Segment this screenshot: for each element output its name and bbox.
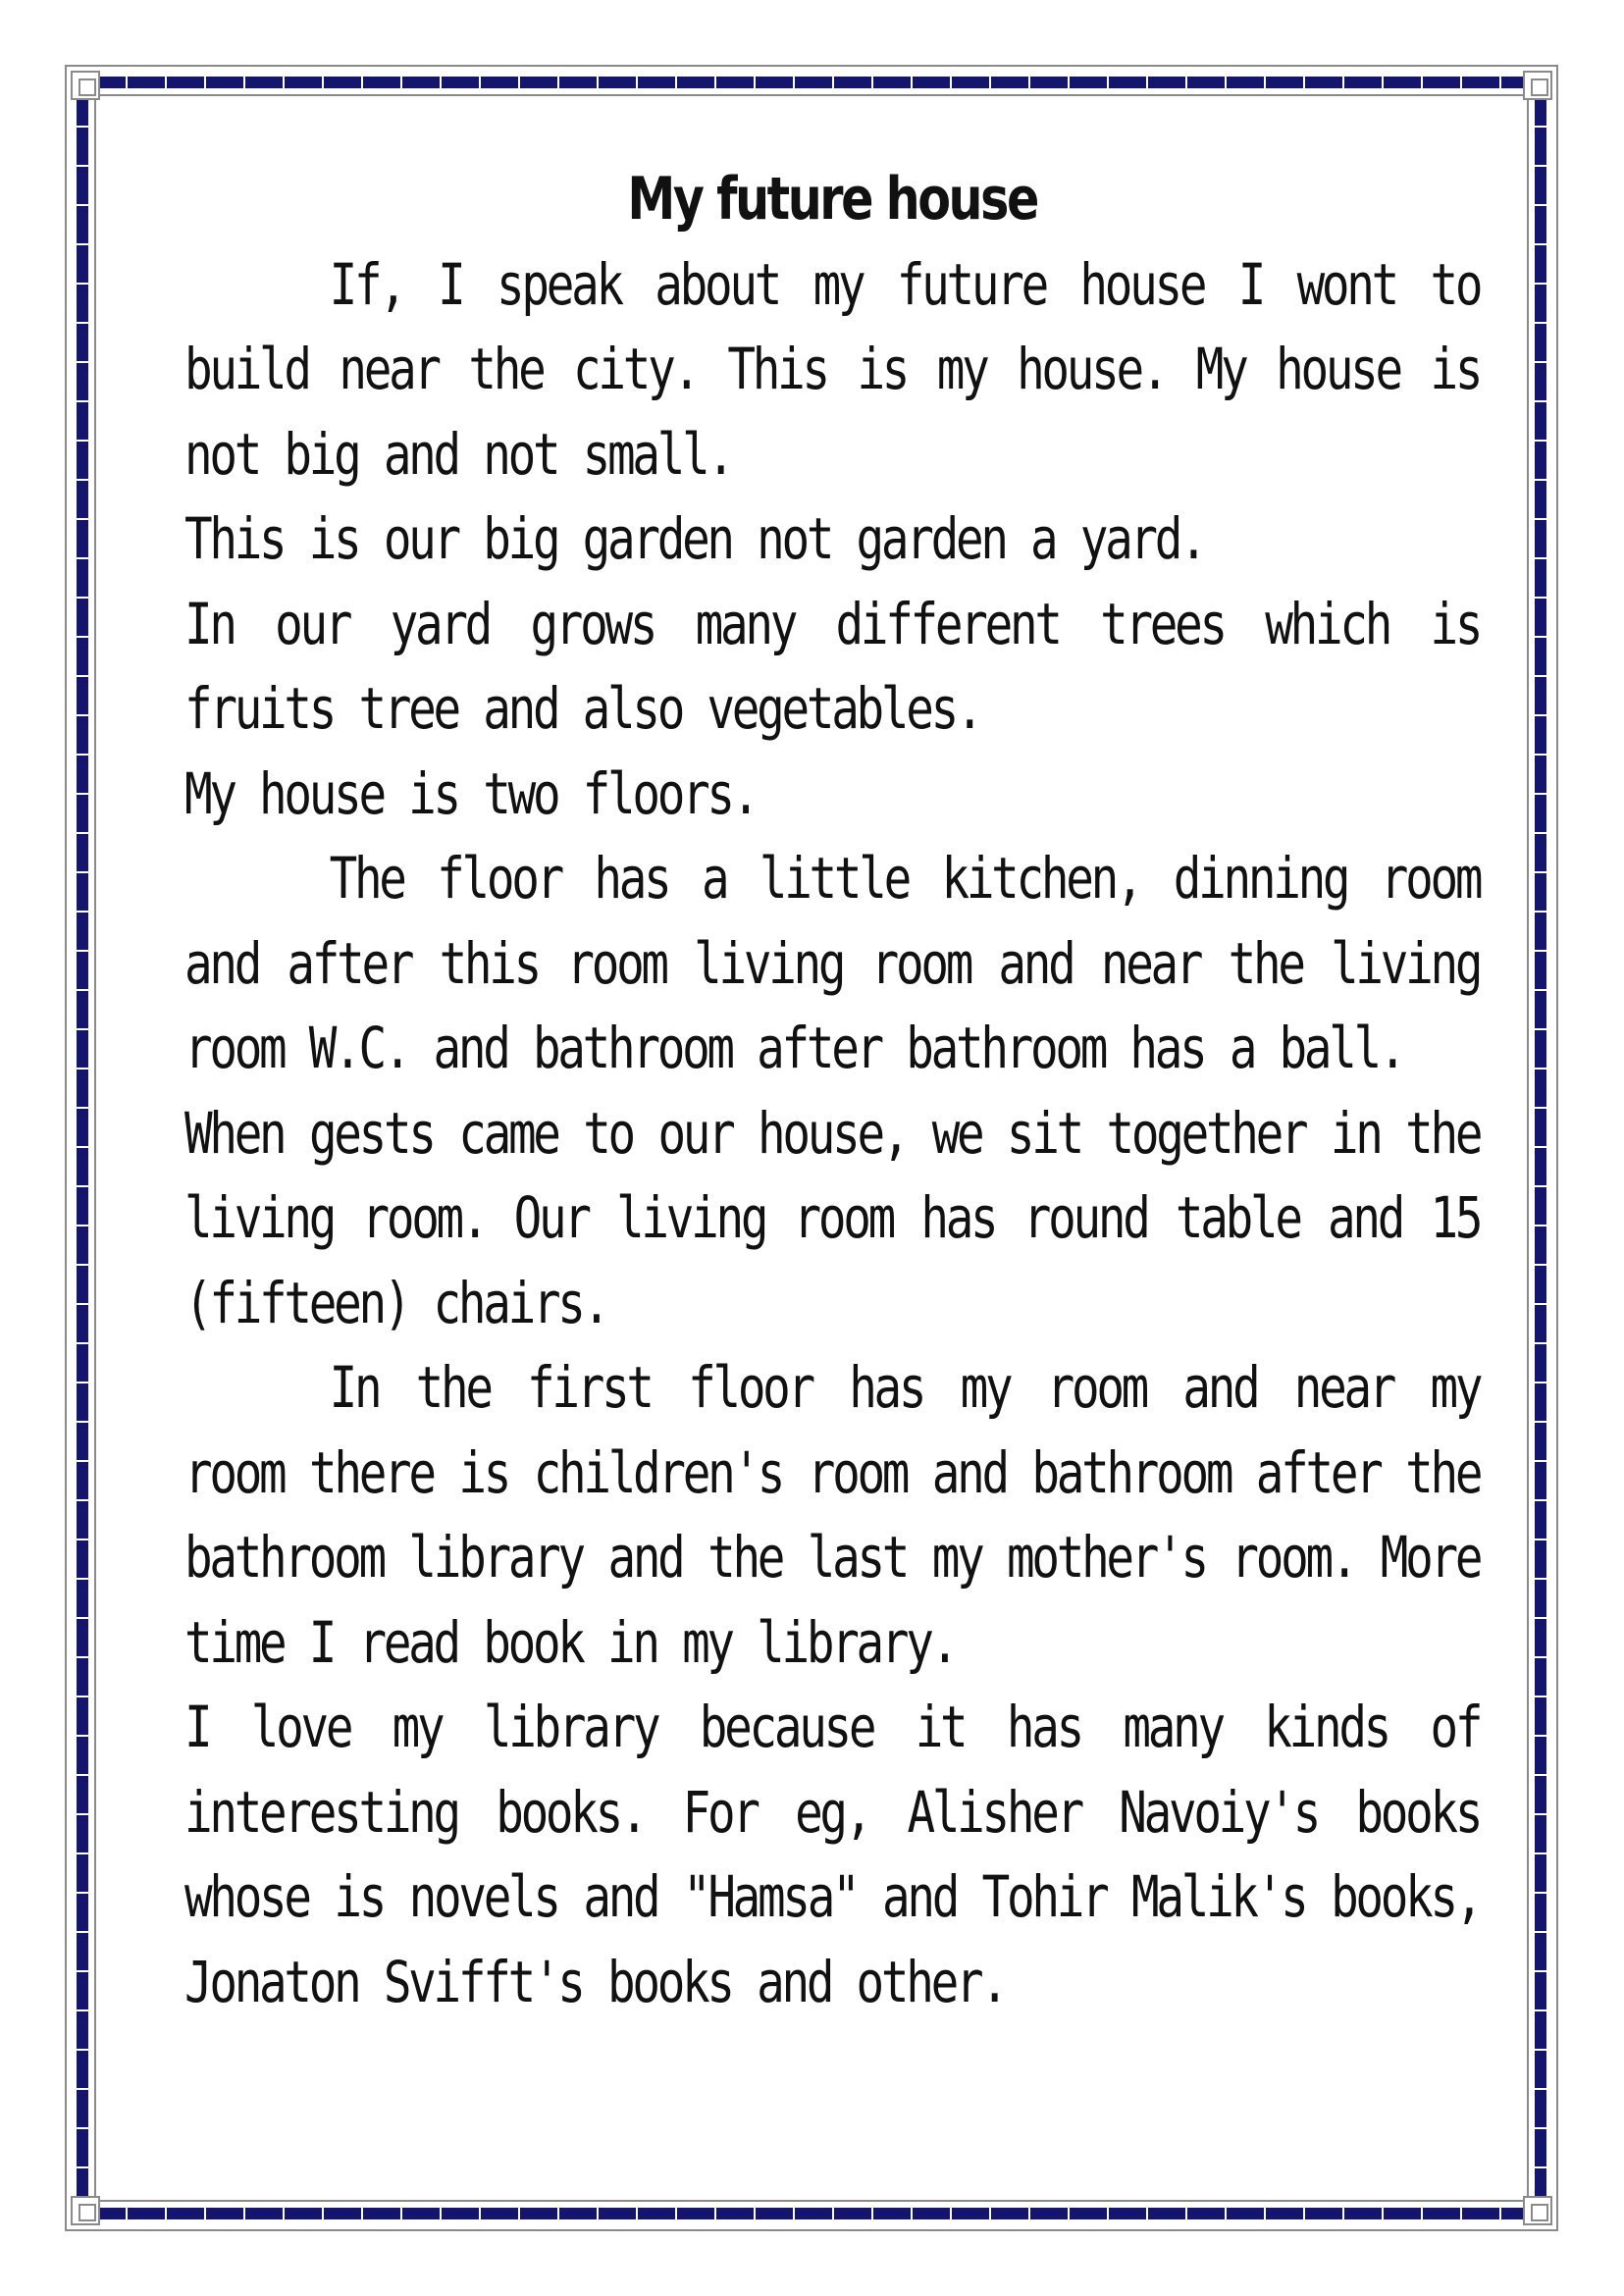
- page-border-ticks-bottom: [88, 2208, 1535, 2219]
- page-border-ticks-right: [1535, 88, 1546, 2208]
- border-corner-ornament: [71, 2196, 100, 2225]
- page-border-ticks-top: [88, 77, 1535, 88]
- document-title: My future house: [627, 165, 1037, 234]
- paragraph: The floor has a little kitchen, dinning room and after this room living room and near the living room W.C. and bathroom after bathroom has a ball.: [184, 845, 1481, 1081]
- paragraph: My house is two floors.: [184, 759, 758, 827]
- paragraph: If, I speak about my future house I wont to build near the city. This is my house. My house is not big and not small.: [184, 250, 1481, 488]
- paragraph: In the first floor has my room and near my room there is children's room and bathroom after the bathroom library and the last my mother's room. More time I read book in my library.: [184, 1354, 1481, 1676]
- paragraph: I love my library because it has many kinds of interesting books. For eg, Alisher Navoiy's books whose is novels and "Hamsa" and Tohir Malik's books, Jonaton Svifft's books and other.: [184, 1694, 1481, 2015]
- border-corner-ornament: [1523, 71, 1552, 100]
- paragraph: In our yard grows many different trees which is fruits tree and also vegetables.: [184, 590, 1481, 742]
- paragraph: When gests came to our house, we sit together in the living room. Our living room has round table and 15 (fifteen) chairs.: [184, 1099, 1481, 1336]
- paragraph: This is our big garden not garden a yard.: [184, 505, 1205, 572]
- border-corner-ornament: [71, 71, 100, 100]
- page-border-ticks-left: [77, 88, 88, 2208]
- border-corner-ornament: [1523, 2196, 1552, 2225]
- document-body: [184, 157, 1480, 2024]
